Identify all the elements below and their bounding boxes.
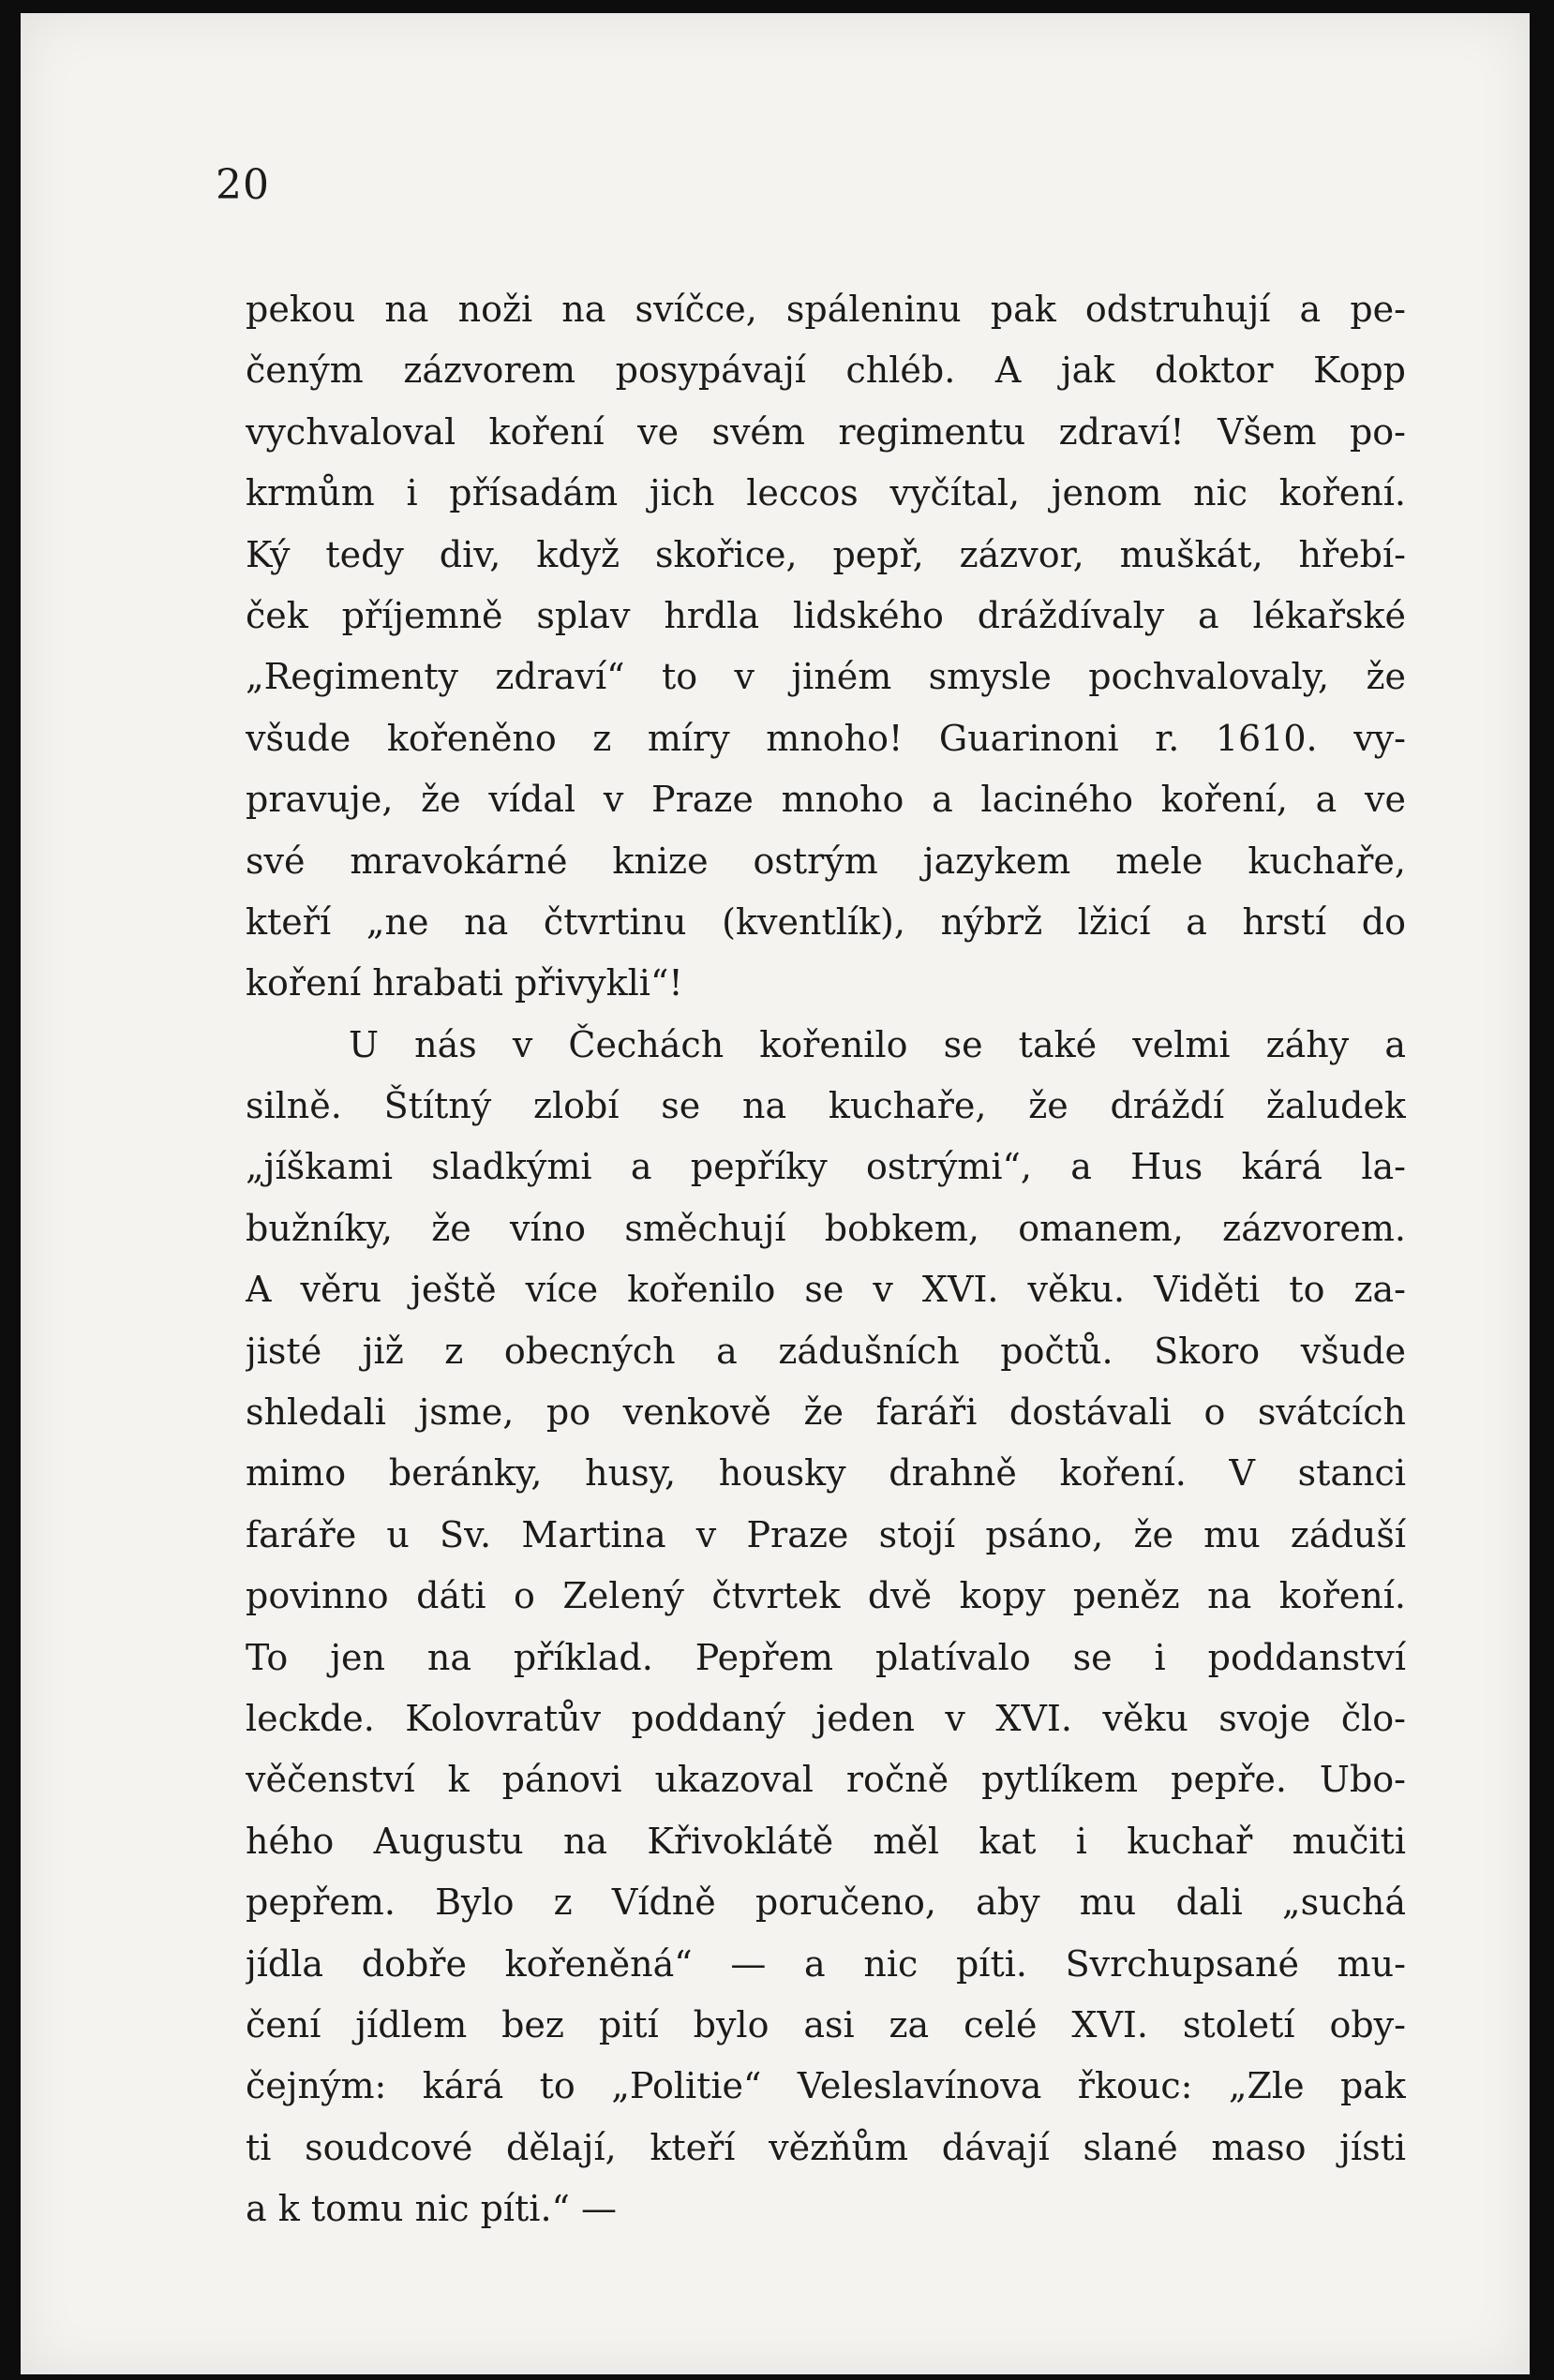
paragraph-2 — [246, 1015, 1406, 2240]
text-line: čeným zázvorem posypávají chléb. A jak doktor Kopp — [246, 350, 1406, 392]
text-line: „jíškami sladkými a pepříky ostrými“, a Hus kárá la- — [246, 1146, 1406, 1188]
text-line: „Regimenty zdraví“ to v jiném smysle pochvalovaly, že — [246, 656, 1406, 698]
text-line: hého Augustu na Křivoklátě měl kat i kuchař mučiti — [246, 1820, 1406, 1862]
text-line: ti soudcové dělají, kteří vězňům dávají slané maso jísti — [246, 2126, 1406, 2168]
text-line: bužníky, že víno směchují bobkem, omanem, zázvorem. — [246, 1207, 1406, 1249]
text-line: mimo beránky, husy, housky drahně koření. V stanci — [246, 1452, 1406, 1495]
text-line: čejným: kárá to „Politie“ Veleslavínova řkouc: „Zle pak — [246, 2065, 1406, 2107]
text-line: všude kořeněno z míry mnoho! Guarinoni r. 1610. vy- — [246, 717, 1406, 759]
text-line: To jen na příklad. Pepřem platívalo se i poddanství — [246, 1636, 1406, 1678]
text-line: kteří „ne na čtvrtinu (kventlík), nýbrž lžicí a hrstí do — [246, 900, 1406, 943]
text-line: leckde. Kolovratův poddaný jeden v XVI. věku svoje člo- — [246, 1697, 1406, 1739]
text-line: své mravokárné knize ostrým jazykem mele kuchaře, — [246, 840, 1406, 882]
text-line: shledali jsme, po venkově že faráři dostávali o svátcích — [246, 1391, 1406, 1434]
page-number: 20 — [216, 161, 270, 209]
text-line: a k tomu nic píti.“ — — [246, 2188, 618, 2230]
text-line: jídla dobře kořeněná“ — a nic píti. Svrchupsané mu- — [246, 1942, 1406, 1985]
text-line: A věru ještě více kořenilo se v XVI. věku. Viděti to za- — [246, 1269, 1406, 1311]
text-line: vychvaloval koření ve svém regimentu zdraví! Všem po- — [246, 410, 1406, 453]
text-line: Ký tedy div, když skořice, pepř, zázvor, muškát, hřebí- — [246, 533, 1406, 575]
text-line: pepřem. Bylo z Vídně poručeno, aby mu dali „suchá — [246, 1882, 1406, 1924]
text-line: koření hrabati přivykli“! — [246, 962, 683, 1004]
body-text — [246, 279, 1406, 2240]
text-line: U nás v Čechách kořenilo se také velmi záhy a — [349, 1023, 1406, 1065]
text-line: povinno dáti o Zelený čtvrtek dvě kopy peněz na koření. — [246, 1575, 1406, 1617]
text-line: ček příjemně splav hrdla lidského dráždívaly a lékařské — [246, 594, 1406, 636]
text-line: krmům i přísadám jich leccos vyčítal, jenom nic koření. — [246, 472, 1406, 514]
text-line: pekou na noži na svíčce, spáleninu pak odstruhují a pe- — [246, 289, 1406, 330]
text-line: čení jídlem bez pití bylo asi za celé XVI. století oby- — [246, 2003, 1406, 2045]
text-line: silně. Štítný zlobí se na kuchaře, že dráždí žaludek — [246, 1085, 1406, 1127]
text-line: jisté již z obecných a zádušních počtů. Skoro všude — [246, 1330, 1406, 1372]
text-line: pravuje, že vídal v Praze mnoho a laciného koření, a ve — [246, 779, 1406, 821]
paragraph-1 — [246, 279, 1406, 1015]
text-line: věčenství k pánovi ukazoval ročně pytlíkem pepře. Ubo- — [246, 1759, 1406, 1801]
text-line: faráře u Sv. Martina v Praze stojí psáno, že mu záduší — [246, 1513, 1406, 1555]
